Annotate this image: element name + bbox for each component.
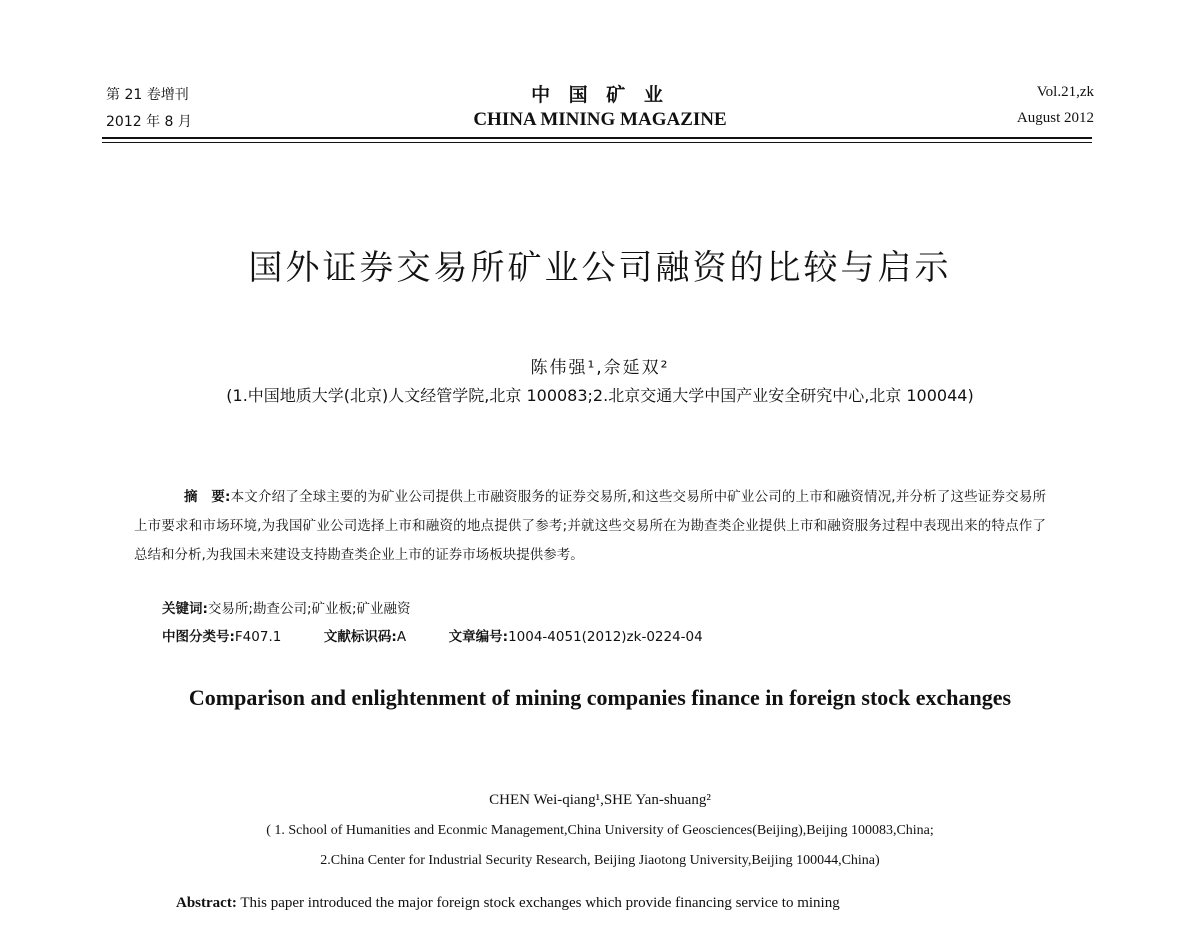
journal-en: CHINA MINING MAGAZINE bbox=[473, 109, 727, 130]
abstract-cn bbox=[134, 483, 1046, 570]
authors-cn: 陈伟强¹,佘延双² bbox=[530, 358, 670, 378]
art-value: 1004-4051(2012)zk-0224-04 bbox=[508, 629, 703, 645]
clc-value: F407.1 bbox=[234, 629, 282, 645]
doc-value: A bbox=[396, 629, 407, 645]
header-rule bbox=[102, 137, 1092, 139]
date-cn: 2012 年 8 月 bbox=[106, 114, 192, 130]
affiliation-en-1: ( 1. School of Humanities and Econmic Management,China University of Geosciences(Beijing),Beijing 100083,China; bbox=[266, 823, 934, 838]
affiliations-cn: (1.中国地质大学(北京)人文经管学院,北京 100083;2.北京交通大学中国产业安全研究中心,北京 100044) bbox=[226, 386, 974, 405]
title-cn: 国外证券交易所矿业公司融资的比较与启示 bbox=[248, 248, 952, 288]
title-en: Comparison and enlightenment of mining companies finance in foreign stock exchanges bbox=[188, 685, 1012, 710]
keywords bbox=[162, 597, 411, 617]
volume-en: Vol.21,zk bbox=[1036, 84, 1094, 100]
doc-label: 文献标识码: bbox=[323, 629, 397, 645]
classification bbox=[162, 625, 703, 645]
date-en: August 2012 bbox=[1016, 110, 1094, 126]
abstract-en-text: This paper introduced the major foreign stock exchanges which provide financing service to mining bbox=[240, 895, 840, 911]
keywords-label: 关键词: bbox=[162, 601, 208, 617]
journal-cn: 中 国 矿 业 bbox=[531, 84, 669, 106]
volume-cn: 第 21 卷增刊 bbox=[106, 87, 189, 103]
abstract-en-label: Abstract: bbox=[176, 895, 237, 911]
clc-label: 中图分类号: bbox=[162, 629, 235, 645]
affiliation-en-2: 2.China Center for Industrial Security Research, Beijing Jiaotong University,Beijing 100044,China) bbox=[320, 853, 880, 868]
abstract-en bbox=[176, 895, 840, 912]
keywords-text: 交易所;勘查公司;矿业板;矿业融资 bbox=[207, 601, 411, 617]
authors-en: CHEN Wei-qiang¹,SHE Yan-shuang² bbox=[489, 792, 711, 808]
abstract-cn-label: 摘 要: bbox=[184, 489, 231, 505]
header-rule-thin bbox=[102, 142, 1092, 143]
abstract-cn-text: 本文介绍了全球主要的为矿业公司提供上市融资服务的证券交易所,和这些交易所中矿业公司的上市和融资情况,并分析了这些证券交易所上市要求和市场环境,为我国矿业公司选择上市和融资的地点提供了参考;并就这些交易所在为勘查类企业提供上市和融资服务过程中表现出来的特点作了总结和分析,为我国未来建设支持勘查类企业上市的证券市场板块提供参考。 bbox=[134, 489, 1046, 563]
art-label: 文章编号: bbox=[448, 629, 509, 645]
